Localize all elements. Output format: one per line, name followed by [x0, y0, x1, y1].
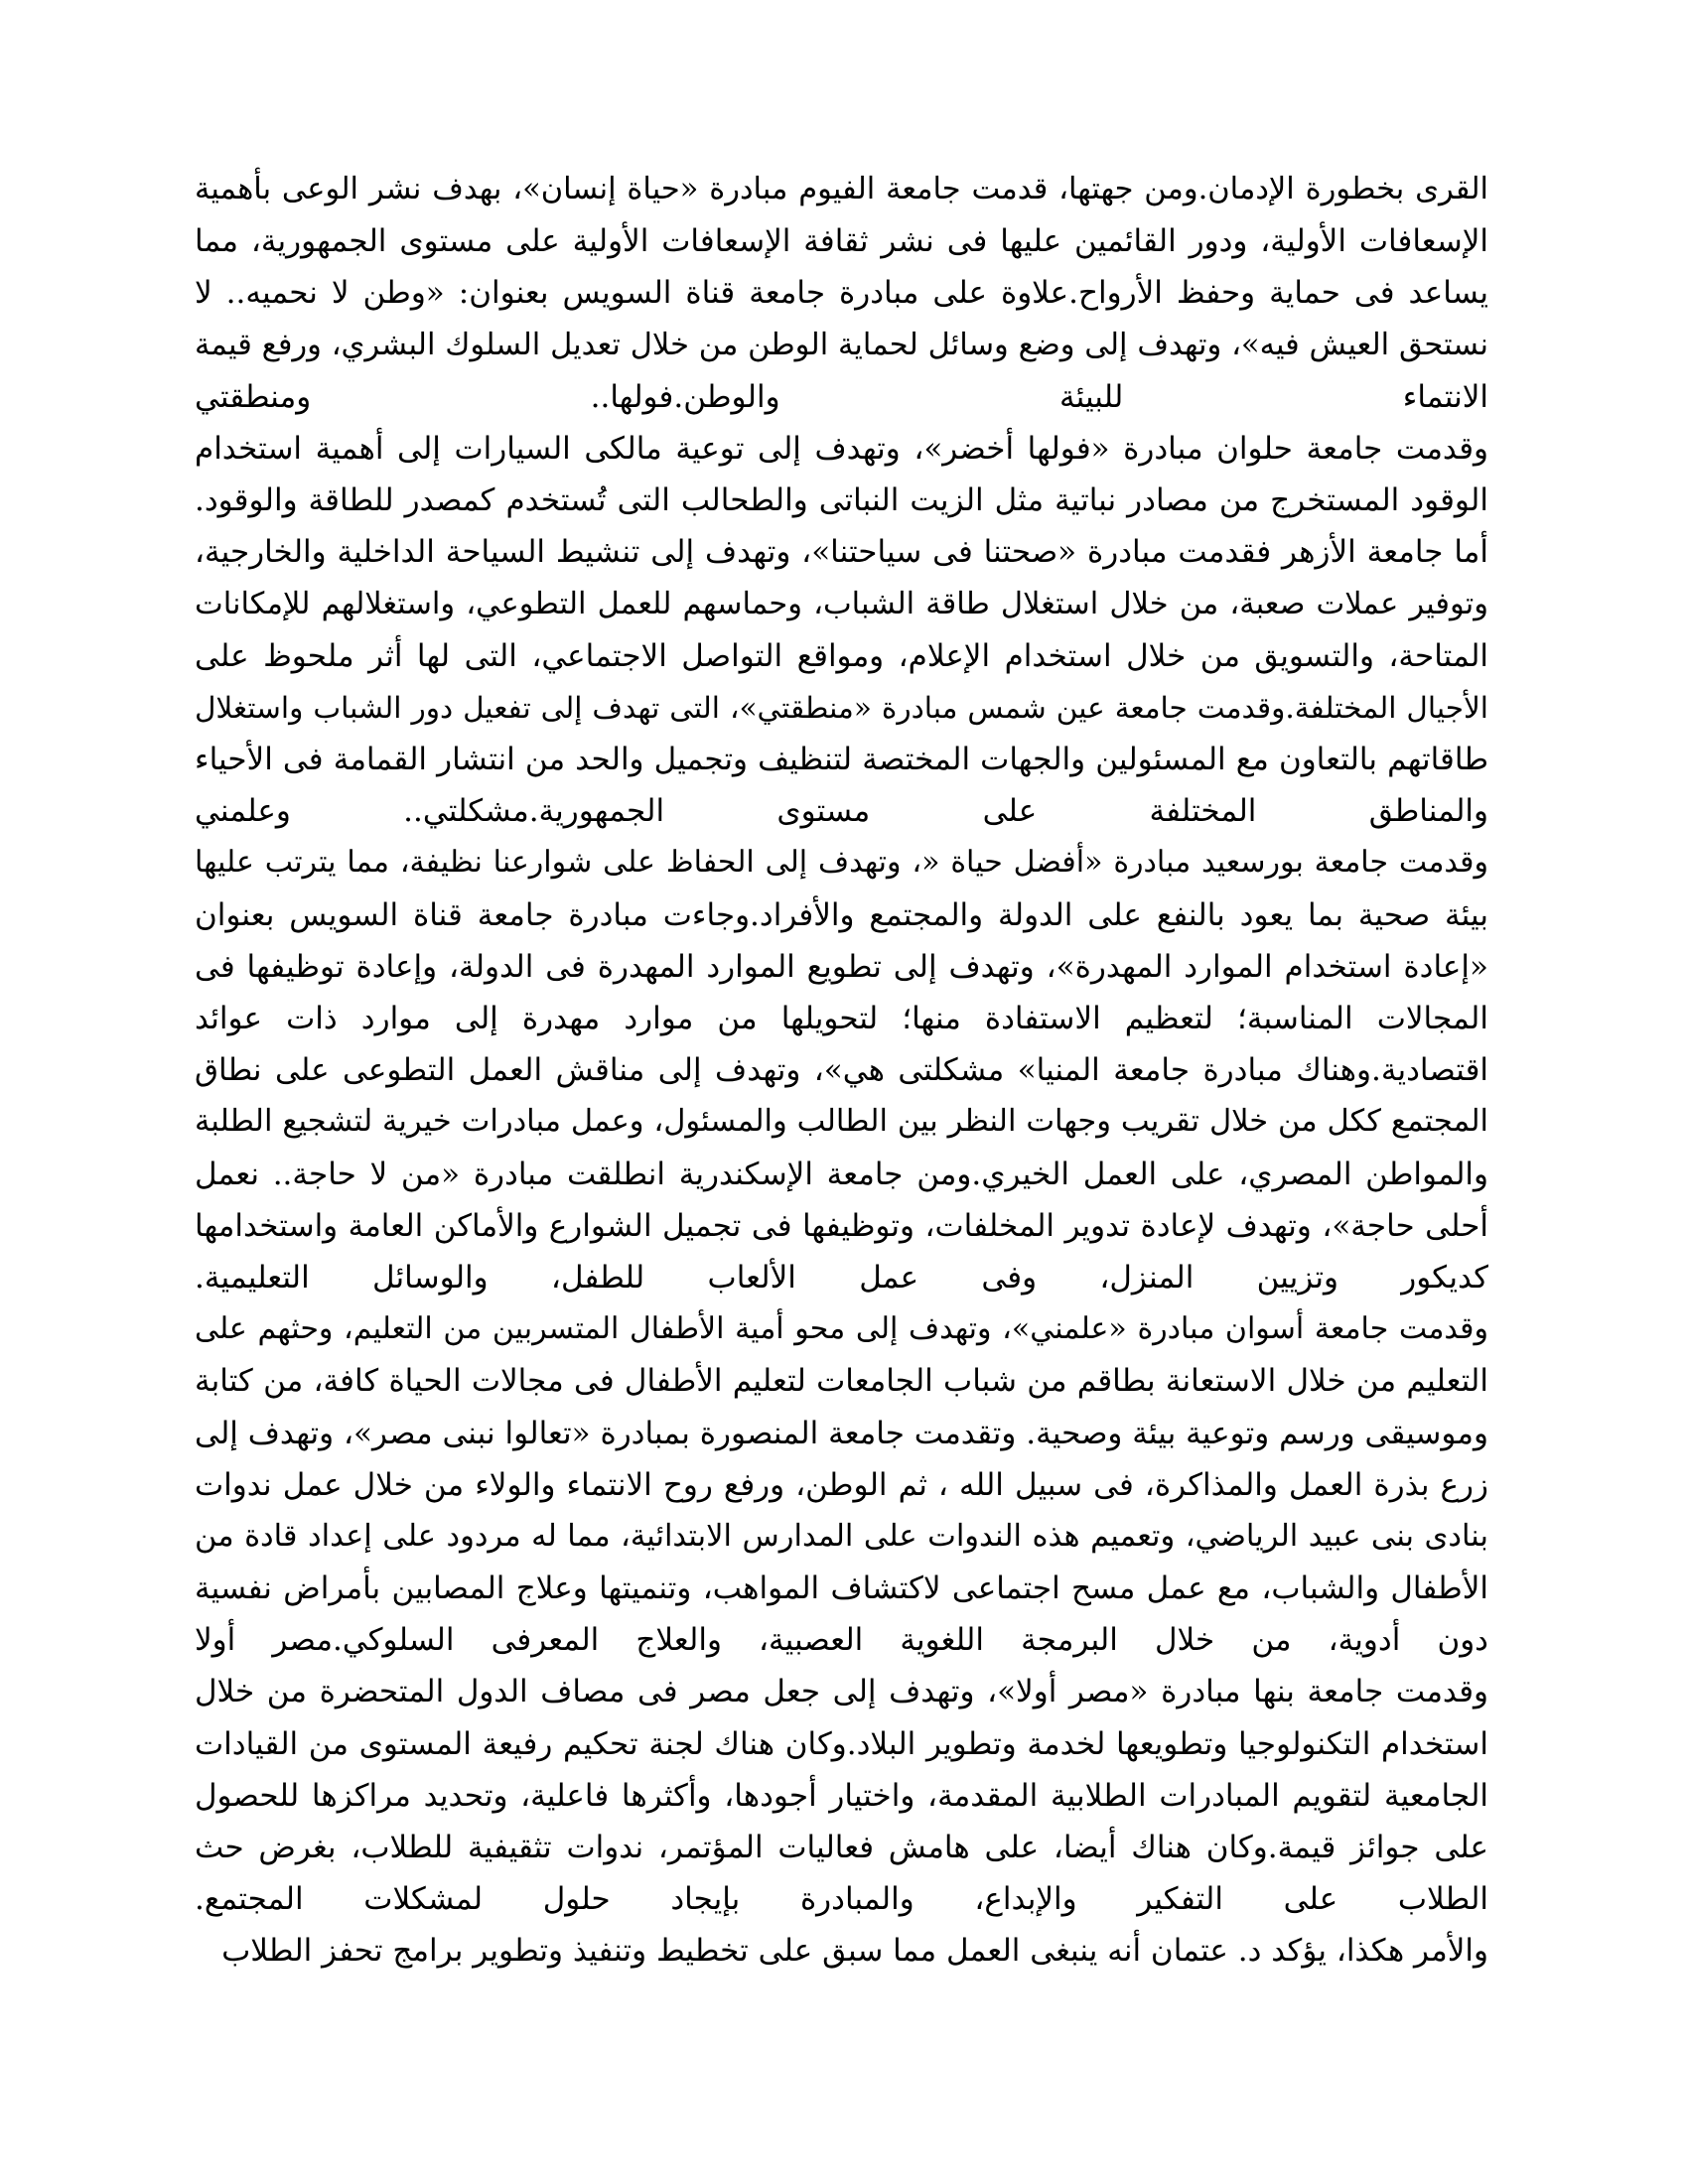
text-line: الجامعية لتقويم المبادرات الطلابية المقدمة، واختيار أجودها، وأكثرها فاعلية، وتحديد مراكزها للحصول: [195, 1777, 1488, 1814]
text-line: نستحق العيش فيه»، وتهدف إلى وضع وسائل لحماية الوطن من خلال تعديل السلوك البشري، ورفع قيمة: [195, 327, 1488, 362]
text-line: المجتمع ككل من خلال تقريب وجهات النظر بين الطالب والمسئول، وعمل مبادرات خيرية لتشجيع الطلبة: [195, 1104, 1488, 1140]
text-line: وتوفير عملات صعبة، من خلال استغلال طاقة الشباب، وحماسهم للعمل التطوعي، واستغلالهم للإمكانات: [195, 586, 1488, 621]
text-line: «إعادة استخدام الموارد المهدرة»، وتهدف إلى تطويع الموارد المهدرة فى الدولة، وإعادة توظيفها فى: [195, 948, 1488, 985]
text-line: أما جامعة الأزهر فقدمت مبادرة «صحتنا فى سياحتنا»، وتهدف إلى تنشيط السياحة الداخلية والخارجية،: [195, 534, 1488, 571]
text-line: بيئة صحية بما يعود بالنفع على الدولة والمجتمع والأفراد.وجاءت مبادرة جامعة قناة السويس بعنوان: [195, 896, 1488, 933]
text-line: الانتماء للبيئة والوطن.فولها.. ومنطقتي: [195, 378, 1488, 415]
text-line: وقدمت جامعة أسوان مبادرة «علمني»، وتهدف إلى محو أمية الأطفال المتسربين من التعليم، وحثهم على: [195, 1311, 1488, 1347]
text-line: المتاحة، والتسويق من خلال استخدام الإعلام، ومواقع التواصل الاجتماعي، التى لها أثر ملحوظ على: [195, 637, 1488, 674]
text-line: والأمر هكذا، يؤكد د. عتمان أنه ينبغى العمل مما سبق على تخطيط وتنفيذ وتطوير برامج تحفز الطلاب: [221, 1933, 1488, 1970]
text-line: أحلى حاجة»، وتهدف لإعادة تدوير المخلفات، وتوظيفها فى تجميل الشوارع والأماكن العامة واستخدامها: [195, 1207, 1488, 1244]
text-line: والمواطن المصري، على العمل الخيري.ومن جامعة الإسكندرية انطلقت مبادرة «من لا حاجة.. نعمل: [195, 1156, 1488, 1192]
text-line: دون أدوية، من خلال البرمجة اللغوية العصبية، والعلاج المعرفى السلوكي.مصر أولا: [195, 1622, 1488, 1659]
text-line: وقدمت جامعة حلوان مبادرة «فولها أخضر»، وتهدف إلى توعية مالكى السيارات إلى أهمية استخدام: [195, 430, 1488, 467]
text-line: الأطفال والشباب، مع عمل مسح اجتماعى لاكتشاف المواهب، وتنميتها وعلاج المصابين بأمراض نفسية: [195, 1570, 1488, 1607]
text-line: زرع بذرة العمل والمذاكرة، فى سبيل الله ، ثم الوطن، ورفع روح الانتماء والولاء من خلال عمل ندوات: [195, 1466, 1488, 1503]
text-line: الأجيال المختلفة.وقدمت جامعة عين شمس مبادرة «منطقتي»، التى تهدف إلى تفعيل دور الشباب واستغلال: [195, 690, 1488, 725]
text-line: استخدام التكنولوجيا وتطويعها لخدمة وتطوير البلاد.وكان هناك لجنة تحكيم رفيعة المستوى من القيادات: [195, 1725, 1488, 1762]
text-line: المجالات المناسبة؛ لتعظيم الاستفادة منها؛ لتحويلها من موارد مهدرة إلى موارد ذات عوائد: [195, 1001, 1488, 1036]
text-line: القرى بخطورة الإدمان.ومن جهتها، قدمت جامعة الفيوم مبادرة «حياة إنسان»، بهدف نشر الوعى بأهمية: [195, 172, 1488, 206]
text-line: بنادى بنى عبيد الرياضي، وتعميم هذه الندوات على المدارس الابتدائية، مما له مردود على إعداد قادة من: [195, 1518, 1488, 1554]
document-body: [195, 164, 1488, 1978]
text-line: اقتصادية.وهناك مبادرة جامعة المنيا» مشكلتى هي»، وتهدف إلى مناقش العمل التطوعى على نطاق: [195, 1052, 1488, 1089]
text-line: الوقود المستخرج من مصادر نباتية مثل الزيت النباتى والطحالب التى تُستخدم كمصدر للطاقة والوقود.: [195, 482, 1488, 519]
text-line: وموسيقى ورسم وتوعية بيئة وصحية. وتقدمت جامعة المنصورة بمبادرة «تعالوا نبنى مصر»، وتهدف إلى: [195, 1415, 1488, 1451]
text-line: والمناطق المختلفة على مستوى الجمهورية.مشكلتي.. وعلمني: [195, 793, 1488, 830]
text-line: كديكور وتزيين المنزل، وفى عمل الألعاب للطفل، والوسائل التعليمية.: [195, 1259, 1488, 1296]
text-line: وقدمت جامعة بنها مبادرة «مصر أولا»، وتهدف إلى جعل مصر فى مصاف الدول المتحضرة من خلال: [195, 1674, 1488, 1710]
text-line: وقدمت جامعة بورسعيد مبادرة «أفضل حياة «، وتهدف إلى الحفاظ على شوارعنا نظيفة، مما يترتب عليها: [195, 845, 1488, 881]
text-line: على جوائز قيمة.وكان هناك أيضا، على هامش فعاليات المؤتمر، ندوات تثقيفية للطلاب، بغرض حث: [195, 1830, 1488, 1865]
text-line: يساعد فى حماية وحفظ الأرواح.علاوة على مبادرة جامعة قناة السويس بعنوان: «وطن لا نحميه.. لا: [195, 275, 1488, 312]
text-line: التعليم من خلال الاستعانة بطاقم من شباب الجامعات لتعليم الأطفال فى مجالات الحياة كافة، من كتابة: [195, 1363, 1488, 1400]
text-line: طاقاتهم بالتعاون مع المسئولين والجهات المختصة لتنظيف وتجميل والحد من انتشار القمامة فى الأحياء: [195, 742, 1488, 778]
text-line: الطلاب على التفكير والإبداع، والمبادرة بإيجاد حلول لمشكلات المجتمع.: [195, 1881, 1488, 1918]
text-line: الإسعافات الأولية، ودور القائمين عليها فى نشر ثقافة الإسعافات الأولية على مستوى الجمهورية، مما: [195, 223, 1488, 260]
